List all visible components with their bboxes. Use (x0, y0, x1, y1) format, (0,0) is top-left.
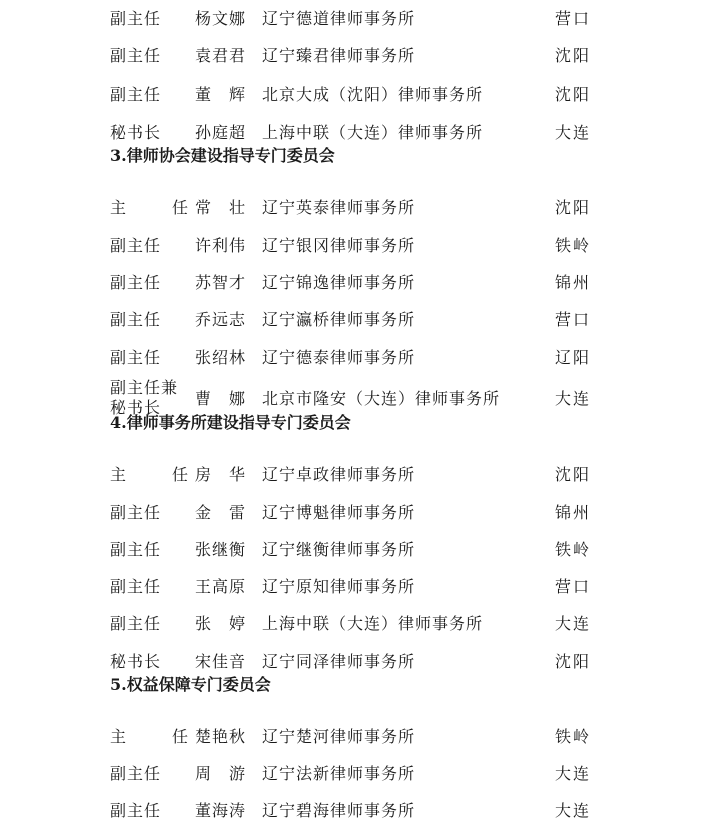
member-city: 沈阳 (555, 652, 592, 671)
member-role: 副主任 (110, 614, 162, 633)
member-city: 大连 (555, 389, 592, 408)
member-law-firm: 北京大成（沈阳）律师事务所 (262, 85, 484, 104)
member-row (0, 605, 704, 642)
member-city: 大连 (555, 123, 592, 142)
member-name: 苏智才 (195, 273, 247, 292)
member-role: 副主任 (110, 9, 162, 28)
member-name: 许利伟 (195, 236, 247, 255)
member-row (0, 494, 704, 531)
member-law-firm: 北京市隆安（大连）律师事务所 (262, 389, 501, 408)
member-law-firm: 辽宁法新律师事务所 (262, 764, 416, 783)
member-city: 锦州 (555, 273, 592, 292)
committee-heading: 5.权益保障专门委员会 (110, 675, 271, 694)
member-row (0, 0, 704, 37)
member-law-firm: 辽宁原知律师事务所 (262, 577, 416, 596)
member-city: 营口 (555, 577, 592, 596)
member-row (0, 718, 704, 755)
member-role: 副主任 (110, 310, 162, 329)
member-name: 孙庭超 (195, 123, 247, 142)
member-law-firm: 辽宁楚河律师事务所 (262, 727, 416, 746)
member-role-line1: 副主任兼 (110, 378, 179, 397)
member-law-firm: 辽宁英泰律师事务所 (262, 198, 416, 217)
member-law-firm: 辽宁臻君律师事务所 (262, 46, 416, 65)
member-name: 杨文娜 (195, 9, 247, 28)
member-row (0, 301, 704, 338)
member-row (0, 339, 704, 376)
member-law-firm: 上海中联（大连）律师事务所 (262, 123, 484, 142)
member-city: 辽阳 (555, 348, 592, 367)
member-name: 房 华 (195, 465, 247, 484)
member-city: 沈阳 (555, 465, 592, 484)
member-role: 副主任 (110, 236, 162, 255)
member-role: 主 任 (110, 465, 204, 484)
member-name: 乔远志 (195, 310, 247, 329)
member-name: 常 壮 (195, 198, 247, 217)
member-city: 营口 (555, 9, 592, 28)
member-role: 副主任 (110, 46, 162, 65)
member-law-firm: 上海中联（大连）律师事务所 (262, 614, 484, 633)
member-city: 沈阳 (555, 46, 592, 65)
member-row (0, 114, 704, 151)
member-name: 张继衡 (195, 540, 247, 559)
member-name: 王高原 (195, 577, 247, 596)
committee-heading: 3.律师协会建设指导专门委员会 (110, 146, 335, 165)
member-city: 铁岭 (555, 236, 592, 255)
member-city: 大连 (555, 801, 592, 820)
member-role: 副主任 (110, 540, 162, 559)
member-city: 锦州 (555, 503, 592, 522)
member-law-firm: 辽宁瀛桥律师事务所 (262, 310, 416, 329)
member-law-firm: 辽宁继衡律师事务所 (262, 540, 416, 559)
member-name: 曹 娜 (195, 389, 247, 408)
member-law-firm: 辽宁锦逸律师事务所 (262, 273, 416, 292)
member-name: 张 婷 (195, 614, 247, 633)
member-row (0, 189, 704, 226)
member-role: 秘书长 (110, 652, 162, 671)
member-law-firm: 辽宁碧海律师事务所 (262, 801, 416, 820)
member-row (0, 531, 704, 568)
member-name: 袁君君 (195, 46, 247, 65)
member-row (0, 264, 704, 301)
member-role: 副主任 (110, 348, 162, 367)
member-law-firm: 辽宁德泰律师事务所 (262, 348, 416, 367)
member-law-firm: 辽宁同泽律师事务所 (262, 652, 416, 671)
committee-heading: 4.律师事务所建设指导专门委员会 (110, 413, 351, 432)
member-role: 副主任 (110, 577, 162, 596)
member-row (0, 380, 704, 417)
member-row (0, 37, 704, 74)
member-row (0, 76, 704, 113)
member-name: 楚艳秋 (195, 727, 247, 746)
member-row (0, 755, 704, 792)
member-row (0, 643, 704, 680)
member-law-firm: 辽宁博魁律师事务所 (262, 503, 416, 522)
member-row (0, 568, 704, 605)
member-law-firm: 辽宁卓政律师事务所 (262, 465, 416, 484)
member-name: 张绍林 (195, 348, 247, 367)
member-law-firm: 辽宁德道律师事务所 (262, 9, 416, 28)
member-name: 周 游 (195, 764, 247, 783)
member-name: 金 雷 (195, 503, 247, 522)
member-role: 副主任 (110, 273, 162, 292)
member-city: 沈阳 (555, 85, 592, 104)
member-role: 副主任 (110, 764, 162, 783)
member-name: 董海涛 (195, 801, 247, 820)
member-city: 铁岭 (555, 727, 592, 746)
member-role: 副主任 (110, 801, 162, 820)
member-role: 秘书长 (110, 123, 162, 142)
member-role: 副主任 (110, 503, 162, 522)
member-role: 副主任 (110, 85, 162, 104)
member-city: 铁岭 (555, 540, 592, 559)
member-city: 营口 (555, 310, 592, 329)
member-city: 大连 (555, 764, 592, 783)
member-row (0, 792, 704, 829)
member-name: 董 辉 (195, 85, 247, 104)
member-city: 大连 (555, 614, 592, 633)
member-row (0, 456, 704, 493)
member-role: 主 任 (110, 198, 204, 217)
member-role: 主 任 (110, 727, 204, 746)
member-row (0, 227, 704, 264)
member-role-line2: 秘书长 (110, 398, 162, 417)
member-name: 宋佳音 (195, 652, 247, 671)
member-city: 沈阳 (555, 198, 592, 217)
member-law-firm: 辽宁银冈律师事务所 (262, 236, 416, 255)
